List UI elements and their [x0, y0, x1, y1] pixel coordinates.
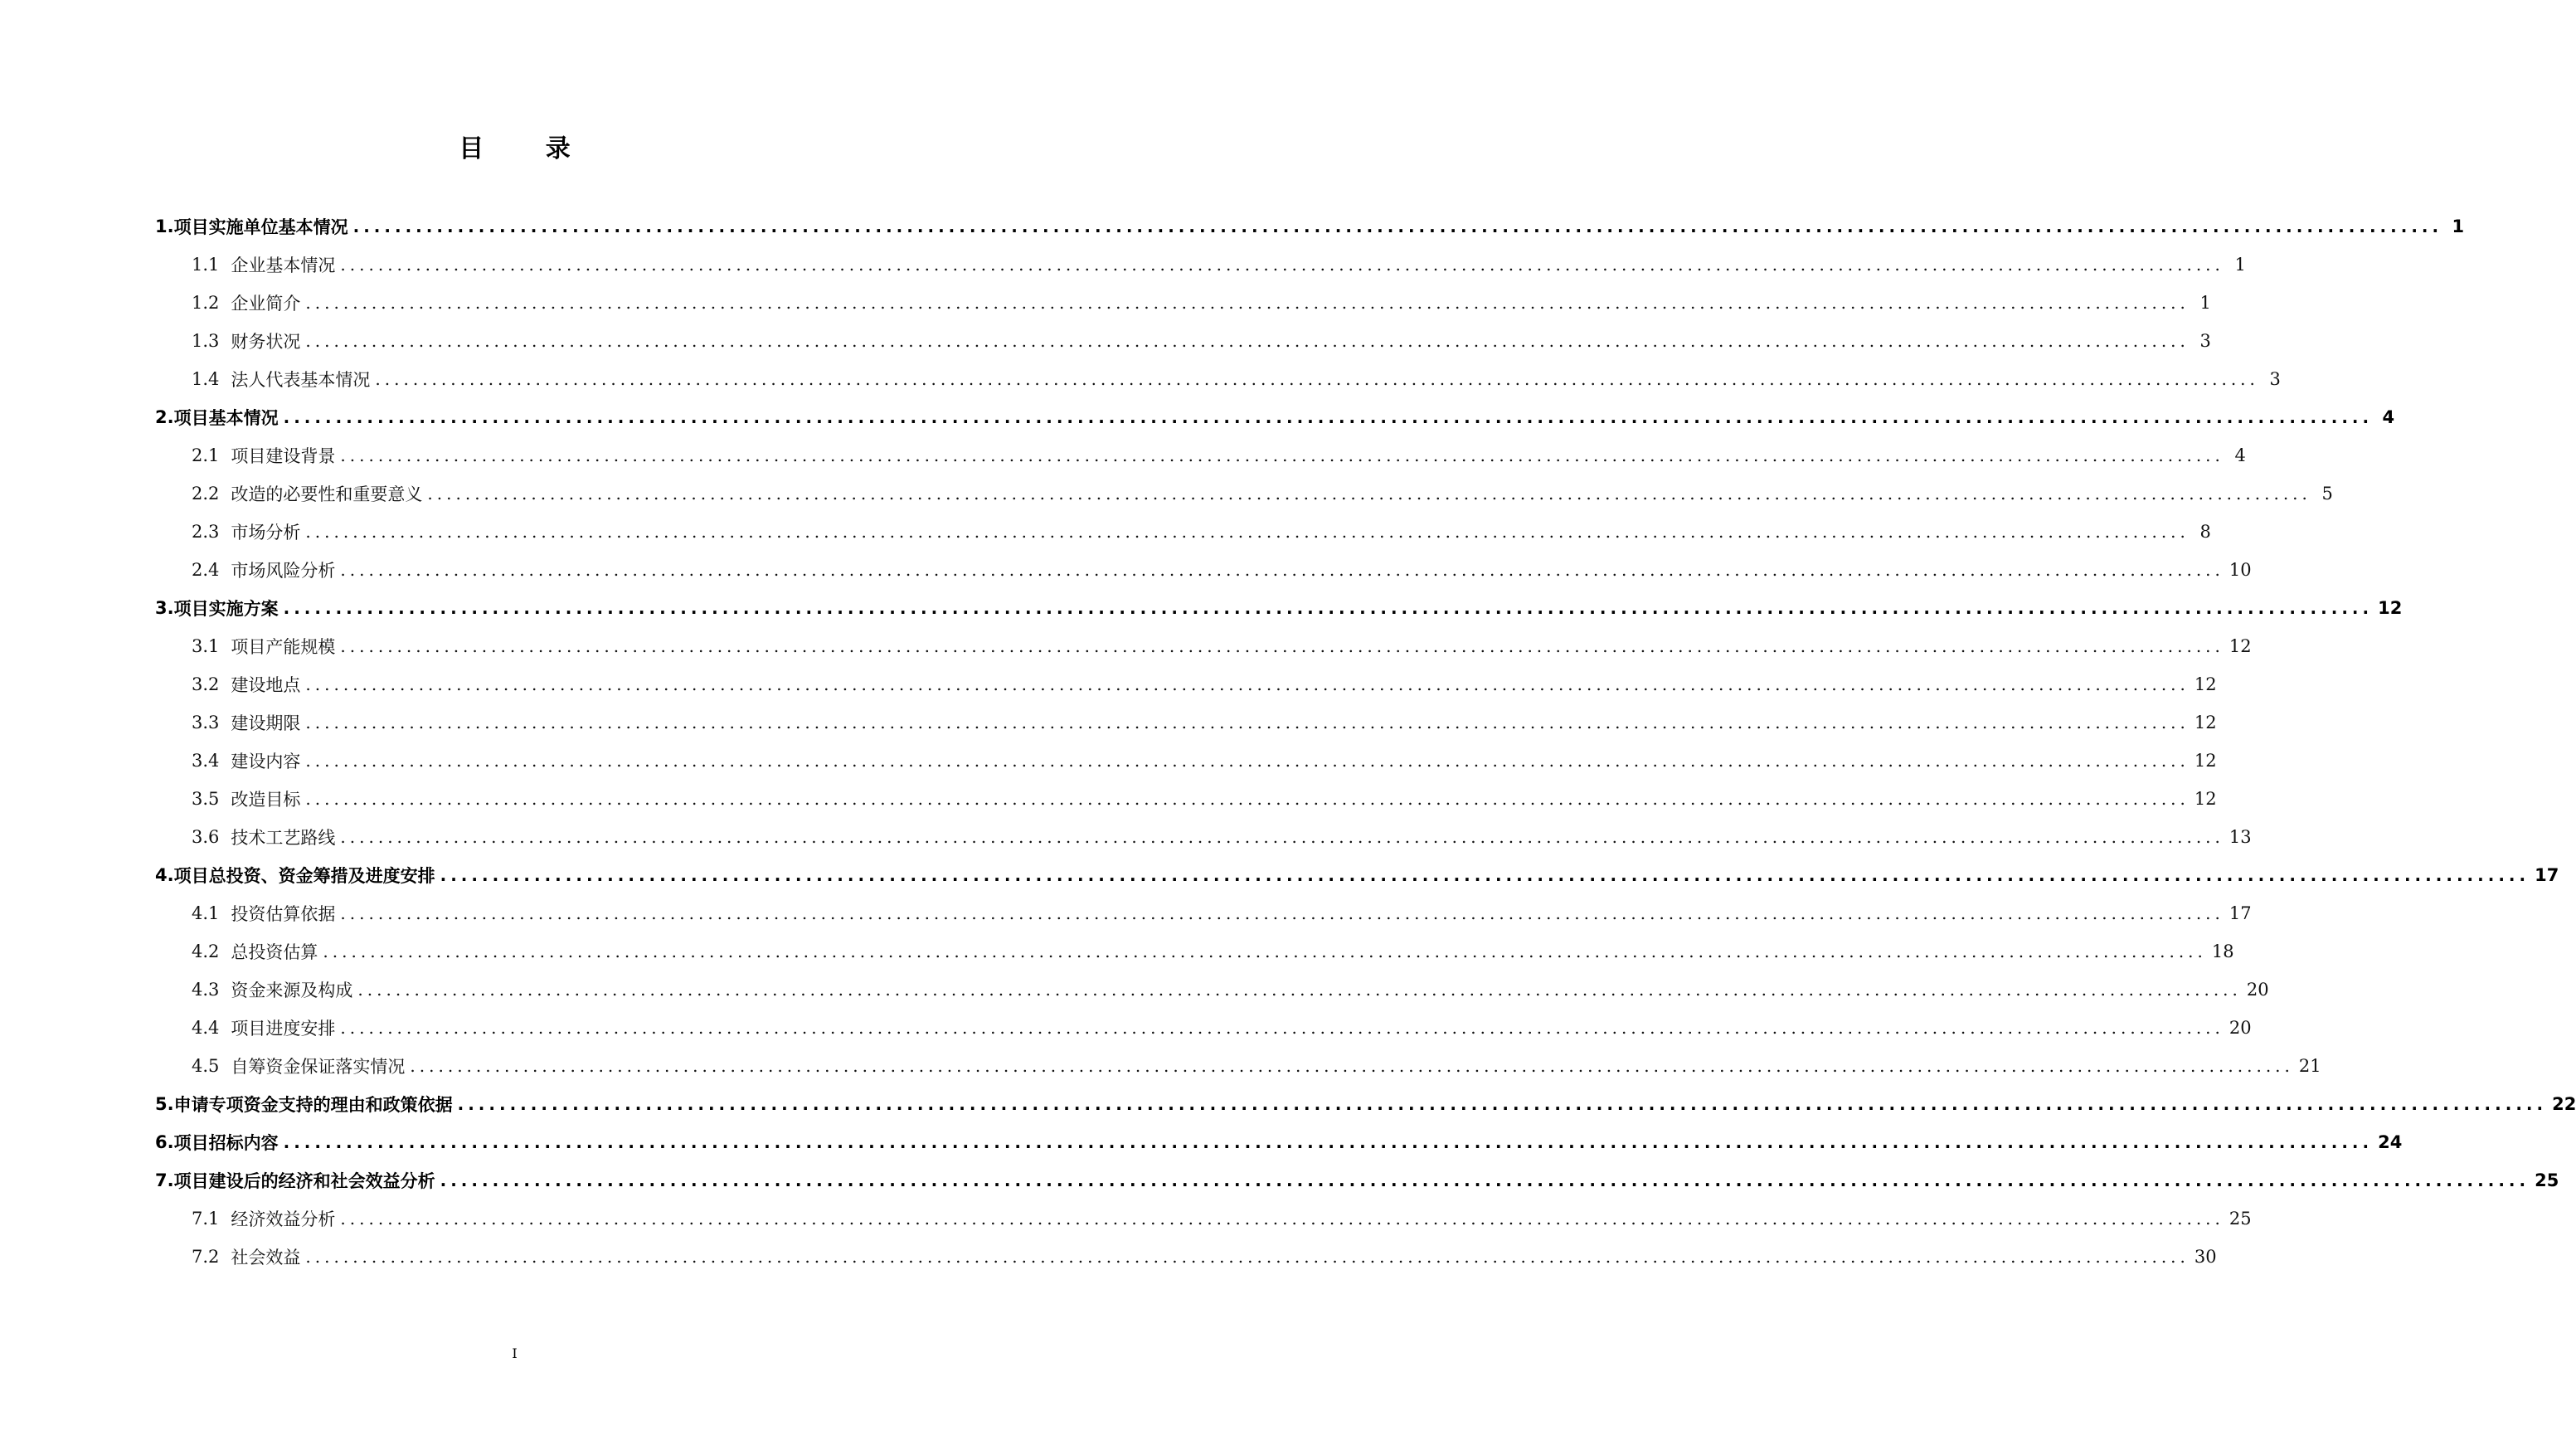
toc-section-entry[interactable] [155, 513, 2211, 551]
toc-entry-number: 3.6 [192, 827, 220, 847]
toc-entry-number: 2.2 [192, 484, 220, 504]
toc-entry-page: 12 [2378, 598, 2403, 618]
toc-section-entry[interactable] [155, 474, 2333, 513]
toc-entry-title: 总投资估算 [231, 942, 318, 962]
toc-chapter-entry[interactable] [155, 398, 2395, 436]
toc-section-entry[interactable] [155, 551, 2252, 589]
toc-entry-title: 项目招标内容 [173, 1133, 279, 1153]
toc-entry-title: 项目基本情况 [173, 408, 279, 428]
toc-entry-page: 1 [2452, 217, 2465, 236]
toc-section-entry[interactable] [155, 436, 2246, 474]
toc-entry-title: 自筹资金保证落实情况 [231, 1057, 406, 1077]
toc-entry-page: 13 [2228, 827, 2252, 847]
toc-entry-page: 12 [2194, 713, 2217, 732]
toc-entry-page: 21 [2298, 1056, 2321, 1076]
toc-entry-title: 企业基本情况 [231, 255, 336, 275]
toc-entry-page: 12 [2194, 751, 2217, 771]
toc-dot-leader: ........................................................................................................................................................................................................ [375, 369, 2259, 389]
toc-section-entry[interactable] [155, 971, 2269, 1009]
toc-entry-page: 20 [2228, 1018, 2252, 1038]
toc-entry-title: 项目产能规模 [231, 637, 336, 657]
toc-dot-leader: ........................................................................................................................................................................................................ [305, 331, 2190, 351]
toc-dot-leader: ........................................................................................................................................................................................................ [440, 1170, 2530, 1190]
toc-entry-title: 市场分析 [231, 523, 301, 543]
toc-entry-number: 2.3 [192, 522, 220, 542]
toc-entry-number: 3. [155, 598, 174, 618]
toc-entry-number: 3.4 [192, 751, 220, 771]
toc-entry-number: 6. [155, 1132, 174, 1152]
toc-dot-leader: ........................................................................................................................................................................................................ [305, 293, 2190, 313]
toc-dot-leader: ........................................................................................................................................................................................................ [305, 674, 2190, 694]
toc-section-entry[interactable] [155, 1009, 2252, 1047]
toc-section-entry[interactable] [155, 1047, 2321, 1085]
toc-dot-leader: ........................................................................................................................................................................................................ [305, 789, 2190, 809]
toc-dot-leader: ........................................................................................................................................................................................................ [340, 1209, 2224, 1229]
toc-entry-title: 财务状况 [231, 332, 301, 352]
toc-entry-number: 2.1 [192, 445, 220, 465]
toc-section-entry[interactable] [155, 1200, 2252, 1238]
toc-entry-title: 法人代表基本情况 [231, 370, 371, 390]
toc-entry-page: 17 [2228, 903, 2252, 923]
toc-entry-number: 3.5 [192, 789, 220, 809]
page-title: 目 录 [459, 134, 597, 163]
toc-entry-page: 24 [2378, 1132, 2403, 1152]
toc-entry-number: 4.1 [192, 903, 220, 923]
toc-entry-page: 3 [2199, 331, 2211, 351]
toc-dot-leader: ........................................................................................................................................................................................................ [340, 560, 2224, 580]
toc-section-entry[interactable] [155, 322, 2211, 360]
toc-entry-number: 1.3 [192, 331, 220, 351]
toc-entry-page: 8 [2199, 522, 2211, 542]
toc-section-entry[interactable] [155, 360, 2281, 398]
toc-entry-title: 项目建设背景 [231, 446, 336, 466]
toc-section-entry[interactable] [155, 780, 2217, 818]
toc-entry-title: 经济效益分析 [231, 1209, 336, 1229]
toc-entry-page: 1 [2199, 293, 2211, 313]
toc-entry-number: 7.2 [192, 1247, 220, 1267]
toc-entry-title: 项目实施单位基本情况 [173, 217, 348, 237]
toc-dot-leader: ........................................................................................................................................................................................................ [357, 980, 2242, 1000]
toc-entry-number: 4. [155, 865, 174, 885]
toc-entry-page: 22 [2552, 1094, 2576, 1114]
toc-dot-leader: ........................................................................................................................................................................................................ [340, 827, 2224, 847]
toc-entry-page: 4 [2382, 407, 2395, 427]
toc-dot-leader: ........................................................................................................................................................................................................ [340, 445, 2224, 465]
toc-section-entry[interactable] [155, 665, 2217, 703]
toc-entry-title: 社会效益 [231, 1248, 301, 1268]
toc-dot-leader: ........................................................................................................................................................................................................ [305, 713, 2190, 732]
toc-dot-leader: ........................................................................................................................................................................................................ [440, 865, 2530, 885]
toc-entry-page: 4 [2234, 445, 2246, 465]
toc-entry-page: 25 [2535, 1170, 2559, 1190]
toc-entry-title: 投资估算依据 [231, 904, 336, 924]
toc-dot-leader: ........................................................................................................................................................................................................ [340, 636, 2224, 656]
toc-entry-number: 2. [155, 407, 174, 427]
toc-entry-page: 12 [2194, 789, 2217, 809]
toc-section-entry[interactable] [155, 1238, 2217, 1276]
toc-entry-title: 项目建设后的经济和社会效益分析 [173, 1171, 435, 1191]
toc-section-entry[interactable] [155, 703, 2217, 742]
toc-chapter-entry[interactable] [155, 589, 2403, 627]
toc-entry-title: 改造的必要性和重要意义 [231, 484, 423, 504]
toc-dot-leader: ........................................................................................................................................................................................................ [340, 255, 2224, 275]
toc-dot-leader: ........................................................................................................................................................................................................ [283, 1132, 2374, 1152]
toc-dot-leader: ........................................................................................................................................................................................................ [305, 751, 2190, 771]
toc-entry-page: 5 [2321, 484, 2333, 504]
toc-entry-page: 1 [2234, 255, 2246, 275]
toc-dot-leader: ........................................................................................................................................................................................................ [340, 903, 2224, 923]
toc-chapter-entry[interactable] [155, 856, 2559, 894]
toc-section-entry[interactable] [155, 932, 2234, 971]
toc-section-entry[interactable] [155, 894, 2252, 932]
toc-entry-title: 建设期限 [231, 713, 301, 733]
toc-section-entry[interactable] [155, 627, 2252, 665]
toc-entry-page: 20 [2246, 980, 2269, 1000]
toc-entry-title: 建设地点 [231, 675, 301, 695]
table-of-contents [155, 207, 2576, 1276]
toc-dot-leader: ........................................................................................................................................................................................................ [305, 522, 2190, 542]
toc-entry-number: 1.1 [192, 255, 220, 275]
toc-dot-leader: ........................................................................................................................................................................................................ [427, 484, 2311, 504]
toc-entry-page: 10 [2228, 560, 2252, 580]
toc-dot-leader: ........................................................................................................................................................................................................ [352, 217, 2443, 236]
toc-entry-page: 18 [2211, 942, 2234, 961]
toc-entry-page: 25 [2228, 1209, 2252, 1229]
toc-chapter-entry[interactable] [155, 1123, 2403, 1161]
toc-dot-leader: ........................................................................................................................................................................................................ [340, 1018, 2224, 1038]
toc-entry-page: 12 [2194, 674, 2217, 694]
toc-section-entry[interactable] [155, 284, 2211, 322]
toc-entry-number: 3.2 [192, 674, 220, 694]
toc-entry-number: 2.4 [192, 560, 220, 580]
toc-entry-number: 1.4 [192, 369, 220, 389]
toc-entry-page: 30 [2194, 1247, 2217, 1267]
toc-section-entry[interactable] [155, 818, 2252, 856]
toc-entry-title: 改造目标 [231, 790, 301, 810]
toc-entry-number: 3.3 [192, 713, 220, 732]
toc-chapter-entry[interactable] [155, 1085, 2576, 1123]
toc-entry-number: 4.4 [192, 1018, 220, 1038]
toc-chapter-entry[interactable] [155, 207, 2465, 246]
toc-dot-leader: ........................................................................................................................................................................................................ [283, 407, 2374, 427]
toc-entry-title: 项目实施方案 [173, 599, 279, 619]
toc-entry-page: 17 [2535, 865, 2559, 885]
toc-entry-title: 市场风险分析 [231, 561, 336, 581]
toc-section-entry[interactable] [155, 742, 2217, 780]
toc-section-entry[interactable] [155, 246, 2246, 284]
toc-dot-leader: ........................................................................................................................................................................................................ [305, 1247, 2190, 1267]
toc-entry-page: 3 [2269, 369, 2281, 389]
toc-entry-number: 3.1 [192, 636, 220, 656]
toc-dot-leader: ........................................................................................................................................................................................................ [283, 598, 2374, 618]
toc-entry-number: 7.1 [192, 1209, 220, 1229]
toc-entry-number: 1.2 [192, 293, 220, 313]
toc-entry-page: 12 [2228, 636, 2252, 656]
toc-entry-title: 资金来源及构成 [231, 981, 353, 1000]
toc-entry-title: 技术工艺路线 [231, 828, 336, 848]
toc-entry-number: 4.2 [192, 942, 220, 961]
toc-entry-title: 项目进度安排 [231, 1019, 336, 1039]
toc-entry-number: 1. [155, 217, 174, 236]
toc-dot-leader: ........................................................................................................................................................................................................ [410, 1056, 2294, 1076]
toc-entry-title: 建设内容 [231, 752, 301, 771]
toc-dot-leader: ........................................................................................................................................................................................................ [457, 1094, 2548, 1114]
toc-dot-leader: ........................................................................................................................................................................................................ [323, 942, 2207, 961]
toc-entry-number: 7. [155, 1170, 174, 1190]
toc-chapter-entry[interactable] [155, 1161, 2559, 1200]
page-number: I [512, 1346, 518, 1361]
toc-entry-title: 申请专项资金支持的理由和政策依据 [173, 1095, 453, 1115]
toc-entry-title: 企业简介 [231, 294, 301, 314]
toc-entry-number: 5. [155, 1094, 174, 1114]
toc-entry-title: 项目总投资、资金筹措及进度安排 [173, 866, 435, 886]
toc-entry-number: 4.3 [192, 980, 220, 1000]
toc-entry-number: 4.5 [192, 1056, 220, 1076]
